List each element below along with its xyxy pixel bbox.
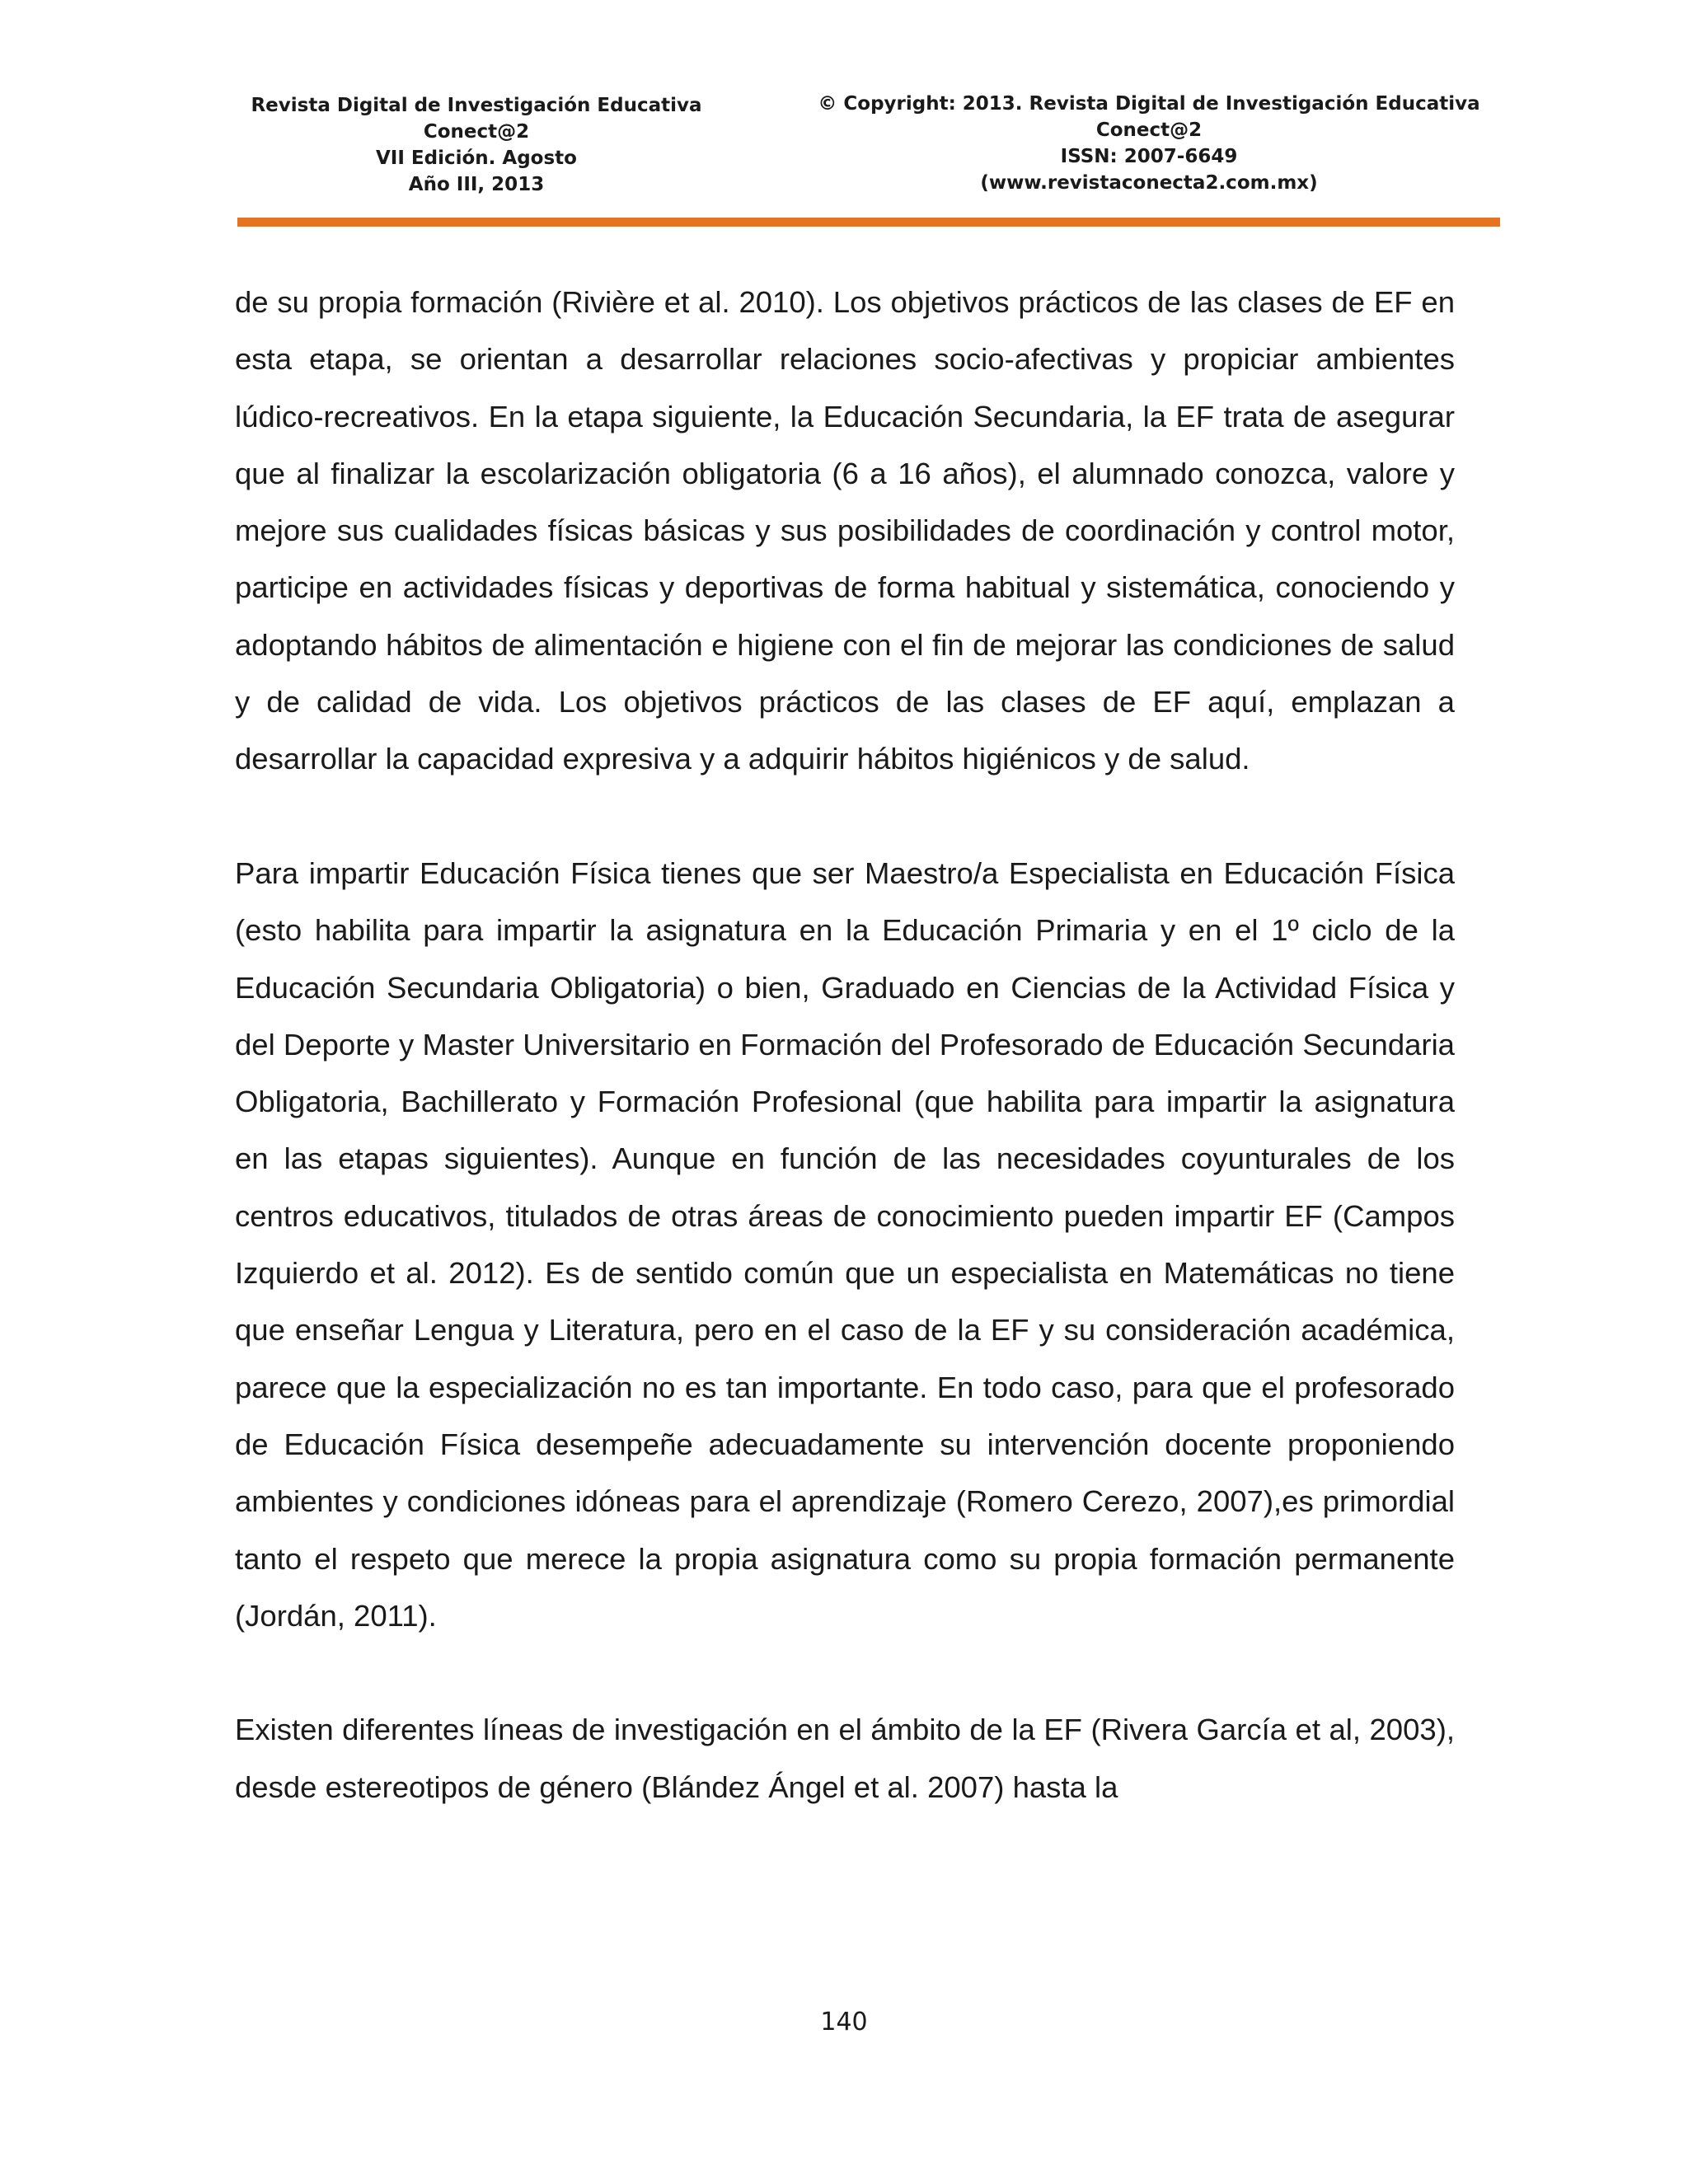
journal-name: Conect@2 — [423, 121, 530, 143]
copyright-text: © Copyright: 2013. Revista Digital de Investigación Educativa — [818, 93, 1480, 115]
copyright-journal-name: Conect@2 — [1095, 120, 1203, 141]
page-header — [237, 92, 1500, 216]
paragraph-1: de su propia formación (Rivière et al. 2010). Los objetivos prácticos de las clases de EF en esta etapa, se orientan a desarrollar relaciones socio-afectivas y propiciar ambientes lúdico-recreativos. En la etapa siguiente, la Educación Secundaria, la EF trata de asegurar que al finalizar la escolarización obligatoria (6 a 16 años), el alumnado conozca, valore y mejore sus cualidades físicas básicas y sus posibilidades de coordinación y control motor, participe en actividades físicas y deportivas de forma habitual y sistemática, conociendo y adoptando hábitos de alimentación e higiene con el fin de mejorar las condiciones de salud y de calidad de vida. Los objetivos prácticos de las clases de EF aquí, emplazan a desarrollar la capacidad expresiva y a adquirir hábitos higiénicos y de salud. — [235, 285, 1455, 776]
edition-info: VII Edición. Agosto — [376, 148, 577, 169]
journal-info-block — [237, 92, 715, 198]
paragraph-2: Para impartir Educación Física tienes que ser Maestro/a Especialista en Educación Física (esto habilita para impartir la asignatura en la Educación Primaria y en el 1º ciclo de la Educación Secundaria Obligatoria) o bien, Graduado en Ciencias de la Actividad Física y del Deporte y Master Universitario en Formación del Profesorado de Educación Secundaria Obligatoria, Bachillerato y Formación Profesional (que habilita para impartir la asignatura en las etapas siguientes). Aunque en función de las necesidades coyunturales de los centros educativos, titulados de otras áreas de conocimiento pueden impartir EF (Campos Izquierdo et al. 2012). Es de sentido común que un especialista en Matemáticas no tiene que enseñar Lengua y Literatura, pero en el caso de la EF y su consideración académica, parece que la especialización no es tan importante. En todo caso, para que el profesorado de Educación Física desempeñe adecuadamente su intervención docente proponiendo ambientes y condiciones idóneas para el aprendizaje (Romero Cerezo, 2007),es primordial tanto el respeto que merece la propia asignatura como su propia formación permanente (Jordán, 2011). — [235, 855, 1455, 1633]
copyright-block — [798, 91, 1500, 196]
issn: ISSN: 2007-6649 — [1060, 146, 1238, 167]
header-rule — [237, 218, 1500, 227]
page-number: 140 — [820, 2008, 868, 2036]
year-info: Año III, 2013 — [408, 174, 545, 195]
paragraph-3: Existen diferentes líneas de investigación en el ámbito de la EF (Rivera García et al, 2003), desde estereotipos de género (Blández Ángel et al. 2007) hasta la — [235, 1713, 1455, 1804]
article-body — [235, 274, 1455, 1816]
journal-title: Revista Digital de Investigación Educativa — [251, 95, 702, 116]
journal-website: (www.revistaconecta2.com.mx) — [980, 172, 1318, 194]
